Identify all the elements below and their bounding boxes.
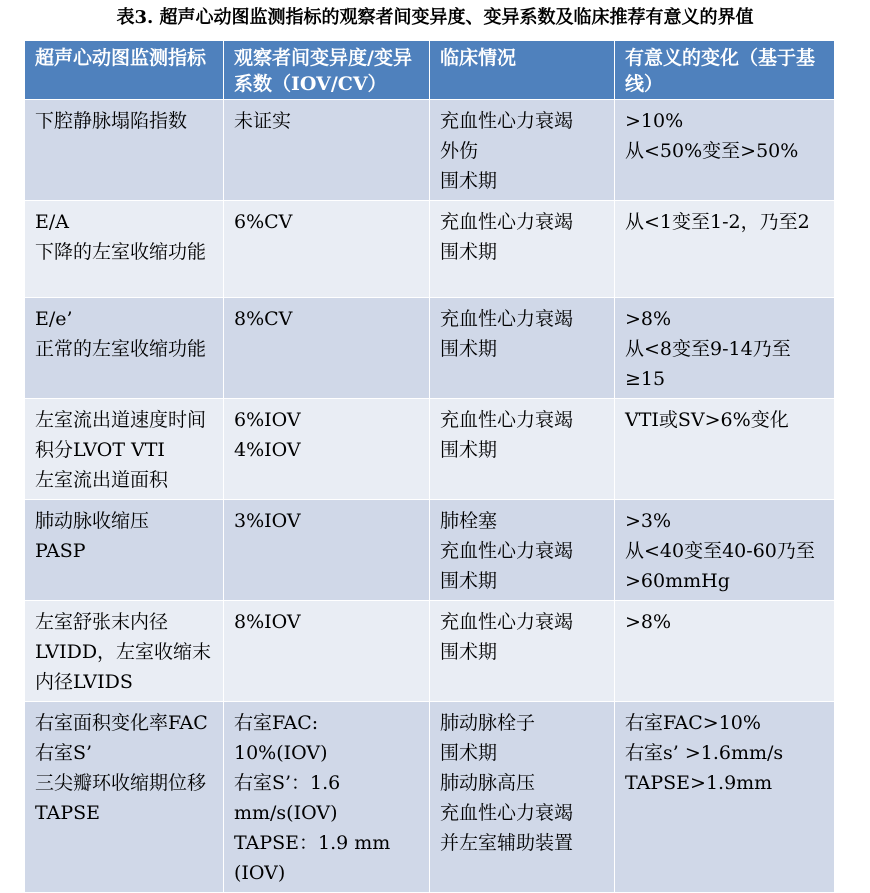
header-indicator: 超声心动图监测指标 [25, 41, 224, 100]
table-caption: 表3. 超声心动图监测指标的观察者间变异度、变异系数及临床推荐有意义的界值 [116, 7, 754, 28]
table-row [25, 298, 835, 399]
table-row [25, 100, 835, 201]
cell-line: 充血性心力衰竭 [440, 211, 574, 233]
cell-line: E/e’ [35, 308, 73, 330]
cell-change [615, 100, 835, 201]
cell-line: >10% [625, 110, 684, 132]
cell-line: 围术期 [440, 742, 498, 764]
cell-line: 右室S’ [35, 742, 93, 764]
cell-variability [224, 298, 430, 399]
cell-variability [224, 201, 430, 298]
cell-clinical [430, 500, 615, 601]
cell-line: 右室FAC: [234, 712, 319, 734]
cell-line: 10%(IOV) [234, 742, 328, 764]
cell-variability [224, 500, 430, 601]
cell-line: 6%IOV [234, 409, 301, 431]
cell-line: 充血性心力衰竭 [440, 110, 574, 132]
cell-line: 未证实 [234, 110, 292, 132]
cell-line: 右室面积变化率FAC [35, 712, 208, 734]
cell-indicator [25, 399, 224, 500]
cell-indicator [25, 100, 224, 201]
cell-indicator [25, 298, 224, 399]
cell-line: 充血性心力衰竭 [440, 409, 574, 431]
cell-line: 正常的左室收缩功能 [35, 338, 207, 360]
table-row [25, 500, 835, 601]
cell-line: 从<40变至40-60乃至>60mmHg [625, 540, 815, 592]
table-body [25, 100, 835, 893]
cell-line: VTI或SV>6%变化 [625, 409, 789, 431]
cell-line: 围术期 [440, 570, 498, 592]
header-clinical: 临床情况 [430, 41, 615, 100]
cell-line: 6%CV [234, 211, 293, 233]
cell-line: 充血性心力衰竭 [440, 802, 574, 824]
cell-line: 8%IOV [234, 611, 301, 633]
cell-line: 肺动脉收缩压 [35, 510, 150, 532]
cell-change [615, 399, 835, 500]
cell-line: >8% [625, 308, 672, 330]
cell-line: 3%IOV [234, 510, 301, 532]
cell-change [615, 702, 835, 893]
cell-line: 充血性心力衰竭 [440, 308, 574, 330]
cell-indicator [25, 601, 224, 702]
cell-line: 8%CV [234, 308, 293, 330]
cell-line: 从<1变至1-2，乃至2 [625, 211, 810, 233]
cell-line: TAPSE>1.9mm [625, 772, 773, 794]
cell-line: 4%IOV [234, 439, 301, 461]
cell-line: 围术期 [440, 338, 498, 360]
cell-clinical [430, 201, 615, 298]
cell-line: 从<50%变至>50% [625, 140, 799, 162]
cell-line: 围术期 [440, 170, 498, 192]
cell-clinical [430, 601, 615, 702]
cell-change [615, 298, 835, 399]
cell-line: 充血性心力衰竭 [440, 540, 574, 562]
cell-line: PASP [35, 540, 86, 562]
cell-variability [224, 601, 430, 702]
header-variability: 观察者间变异度/变异系数（IOV/CV） [224, 41, 430, 100]
cell-line: TAPSE：1.9 mm (IOV) [234, 832, 391, 884]
cell-line: 肺栓塞 [440, 510, 498, 532]
cell-line: 围术期 [440, 241, 498, 263]
cell-indicator [25, 702, 224, 893]
cell-line: 下腔静脉塌陷指数 [35, 110, 188, 132]
cell-change [615, 500, 835, 601]
echo-indicator-table [24, 40, 835, 893]
cell-line: 右室S’：1.6 mm/s(IOV) [234, 772, 341, 824]
cell-variability [224, 702, 430, 893]
cell-indicator [25, 201, 224, 298]
cell-line: 左室舒张末内径LVIDD，左室收缩末内径LVIDS [35, 611, 212, 693]
table-row [25, 201, 835, 298]
cell-variability [224, 100, 430, 201]
cell-line: 左室流出道速度时间积分LVOT VTI [35, 409, 207, 461]
cell-change [615, 601, 835, 702]
header-change: 有意义的变化（基于基线） [615, 41, 835, 100]
cell-line: 围术期 [440, 641, 498, 663]
cell-change [615, 201, 835, 298]
cell-line: 右室s’ >1.6mm/s [625, 742, 784, 764]
cell-line: 充血性心力衰竭 [440, 611, 574, 633]
cell-line: 右室FAC>10% [625, 712, 761, 734]
cell-clinical [430, 298, 615, 399]
cell-indicator [25, 500, 224, 601]
cell-variability [224, 399, 430, 500]
cell-line: 肺动脉栓子 [440, 712, 536, 734]
cell-line: 下降的左室收缩功能 [35, 241, 207, 263]
cell-line: >8% [625, 611, 672, 633]
cell-clinical [430, 399, 615, 500]
cell-line: 围术期 [440, 439, 498, 461]
table-row [25, 601, 835, 702]
table-row [25, 702, 835, 893]
cell-line: 左室流出道面积 [35, 469, 169, 491]
cell-line: 肺动脉高压 [440, 772, 536, 794]
cell-line: >3% [625, 510, 672, 532]
cell-line: 三尖瓣环收缩期位移TAPSE [35, 772, 207, 824]
cell-line: 外伤 [440, 140, 479, 162]
table-row [25, 399, 835, 500]
cell-line: 从<8变至9-14乃至≥15 [625, 338, 791, 390]
table-header-row [25, 41, 835, 100]
cell-line: 并左室辅助装置 [440, 832, 574, 854]
cell-clinical [430, 100, 615, 201]
cell-clinical [430, 702, 615, 893]
cell-line: E/A [35, 211, 69, 233]
